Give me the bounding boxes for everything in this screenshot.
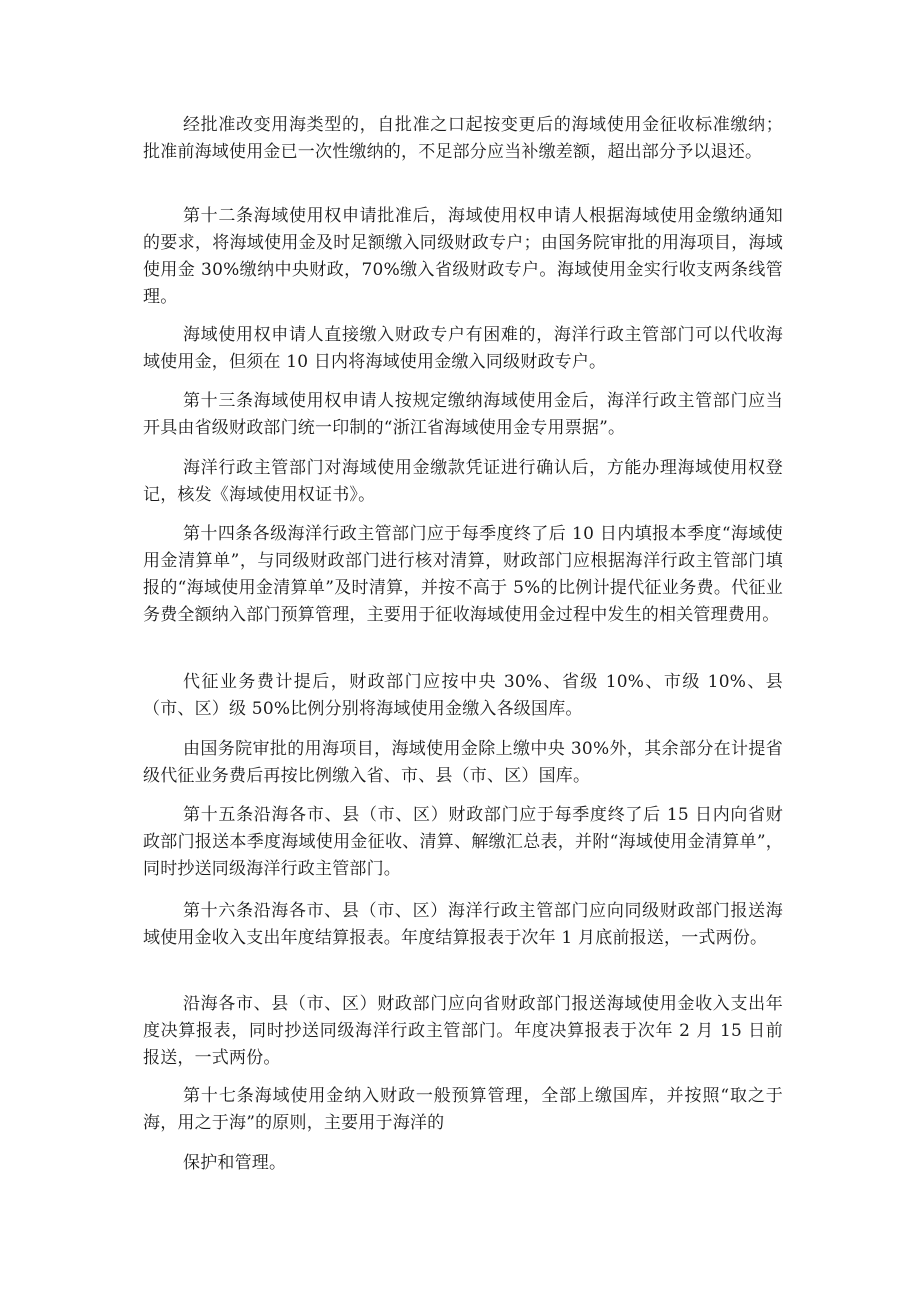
paragraph-8: 由国务院审批的用海项目，海域使用金除上缴中央 30%外，其余部分在计提省级代征业务费后再按比例缴入省、市、县（市、区）国库。 <box>143 739 783 786</box>
paragraph-3: 海域使用权申请人直接缴入财政专户有困难的，海洋行政主管部门可以代收海域使用金，但须在 10 日内将海域使用金缴入同级财政专户。 <box>143 325 783 372</box>
paragraph-13: 保护和管理。 <box>183 1153 287 1173</box>
paragraph-10: 第十六条沿海各市、县（市、区）海洋行政主管部门应向同级财政部门报送海域使用金收入支出年度结算报表。年度结算报表于次年 1 月底前报送，一式两份。 <box>143 901 783 948</box>
paragraph-12: 第十七条海域使用金纳入财政一般预算管理，全部上缴国库，并按照“取之于海，用之于海”的原则，主要用于海洋的 <box>143 1086 783 1133</box>
paragraph-7: 代征业务费计提后，财政部门应按中央 30%、省级 10%、市级 10%、县（市、区）级 50%比例分别将海域使用金缴入各级国库。 <box>143 672 783 719</box>
paragraph-9: 第十五条沿海各市、县（市、区）财政部门应于每季度终了后 15 日内向省财政部门报送本季度海域使用金征收、清算、解缴汇总表，并附“海域使用金清算单”，同时抄送同级海洋行政主管部门。 <box>143 805 783 879</box>
paragraph-11: 沿海各市、县（市、区）财政部门应向省财政部门报送海域使用金收入支出年度决算报表，同时抄送同级海洋行政主管部门。年度决算报表于次年 2 月 15 日前报送，一式两份。 <box>143 994 783 1068</box>
paragraph-4: 第十三条海域使用权申请人按规定缴纳海域使用金后，海洋行政主管部门应当开具由省级财政部门统一印制的“浙江省海域使用金专用票据”。 <box>143 391 783 438</box>
paragraph-1: 经批准改变用海类型的，自批准之口起按变更后的海域使用金征收标准缴纳；批准前海域使用金已一次性缴纳的，不足部分应当补缴差额，超出部分予以退还。 <box>143 115 783 162</box>
paragraph-2: 第十二条海域使用权申请批准后，海域使用权申请人根据海域使用金缴纳通知的要求，将海域使用金及时足额缴入同级财政专户；由国务院审批的用海项目，海域使用金 30%缴纳中央财政，70%缴入省级财政专户。海域使用金实行收支两条线管理。 <box>143 206 783 307</box>
paragraph-6: 第十四条各级海洋行政主管部门应于每季度终了后 10 日内填报本季度“海域使用金清算单”，与同级财政部门进行核对清算，财政部门应根据海洋行政主管部门填报的“海域使用金清算单”及时清算，并按不高于 5%的比例计提代征业务费。代征业务费全额纳入部门预算管理，主要用于征收海域使用金过程中发生的相关管理费用。 <box>143 524 783 625</box>
paragraph-5: 海洋行政主管部门对海域使用金缴款凭证进行确认后，方能办理海域使用权登记，核发《海域使用权证书》。 <box>143 458 783 505</box>
